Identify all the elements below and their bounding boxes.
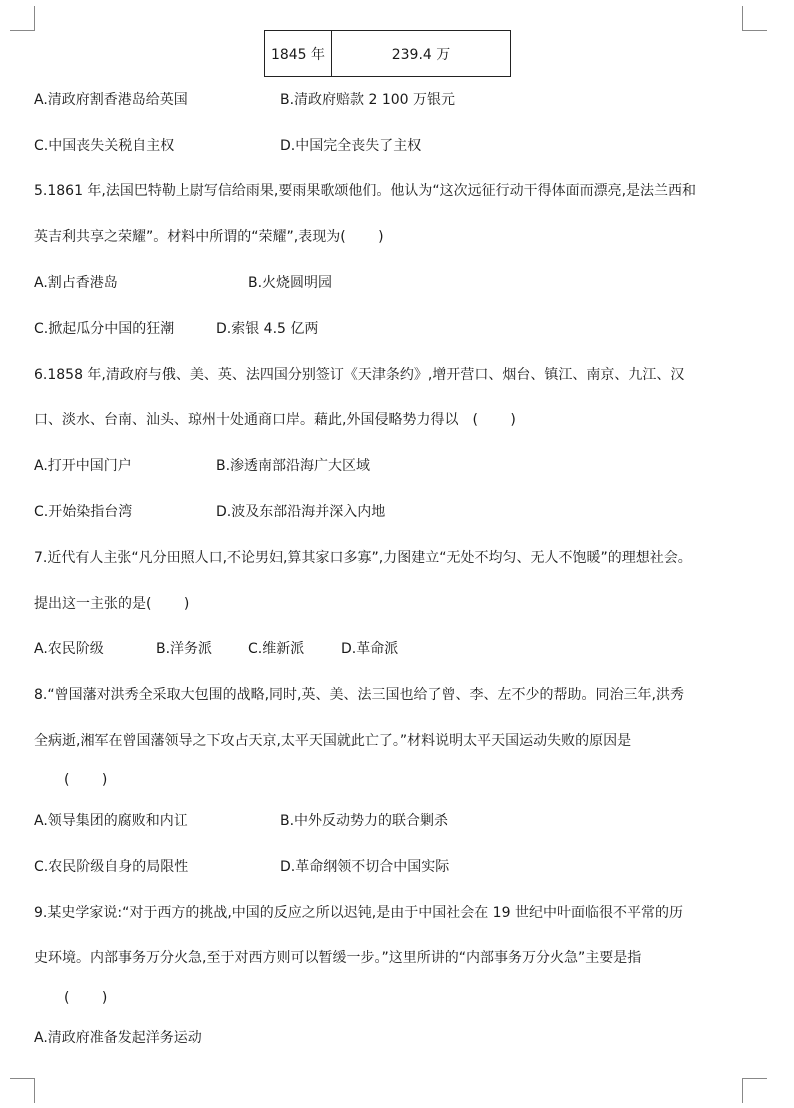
- crop-mark-bottom-right: [742, 1078, 767, 1103]
- q5-option-a: A.割占香港岛: [34, 275, 118, 291]
- crop-mark-top-left: [10, 6, 35, 31]
- q4-option-b: B.清政府赔款 2 100 万银元: [280, 92, 456, 108]
- q9-answer-bracket: ( ): [64, 990, 108, 1006]
- q8-answer-bracket: ( ): [64, 772, 108, 788]
- q6-stem-line-2: 口、淡水、台南、汕头、琼州十处通商口岸。藉此,外国侵略势力得以 ( ): [34, 412, 516, 428]
- q8-option-b: B.中外反动势力的联合剿杀: [280, 813, 449, 829]
- q7-stem-line-2: 提出这一主张的是( ): [34, 596, 190, 612]
- q6-stem-line-1: 6.1858 年,清政府与俄、美、英、法四国分别签订《天津条约》,增开营口、烟台、镇江、南京、九江、汉: [34, 367, 685, 383]
- q7-stem-line-1: 7.近代有人主张“凡分田照人口,不论男妇,算其家口多寡”,力图建立“无处不均匀、无人不饱暖”的理想社会。: [34, 550, 692, 566]
- q5-stem-line-1: 5.1861 年,法国巴特勒上尉写信给雨果,要雨果歌颂他们。他认为“这次远征行动干得体面而漂亮,是法兰西和: [34, 183, 697, 199]
- q4-option-c: C.中国丧失关税自主权: [34, 138, 175, 154]
- q6-option-c: C.开始染指台湾: [34, 504, 133, 520]
- q4-option-a: A.清政府割香港岛给英国: [34, 92, 188, 108]
- q7-option-b: B.洋务派: [156, 641, 213, 657]
- q8-option-d: D.革命纲领不切合中国实际: [280, 859, 450, 875]
- q6-option-d: D.波及东部沿海并深入内地: [216, 504, 386, 520]
- q8-option-c: C.农民阶级自身的局限性: [34, 859, 189, 875]
- table-row: [265, 31, 511, 77]
- q7-option-d: D.革命派: [341, 641, 399, 657]
- population-table: [264, 30, 511, 77]
- q9-stem-line-2: 史环境。内部事务万分火急,至于对西方则可以暂缓一步。”这里所讲的“内部事务万分火急”主要是指: [34, 950, 642, 966]
- q9-option-a: A.清政府准备发起洋务运动: [34, 1030, 202, 1046]
- q5-option-b: B.火烧圆明园: [248, 275, 333, 291]
- q5-stem-line-2: 英吉利共享之荣耀”。材料中所谓的“荣耀”,表现为( ): [34, 229, 384, 245]
- table-cell-year: 1845 年: [265, 31, 332, 77]
- q4-option-d: D.中国完全丧失了主权: [280, 138, 422, 154]
- table-cell-value: 239.4 万: [332, 31, 511, 77]
- q6-option-b: B.渗透南部沿海广大区域: [216, 458, 371, 474]
- q5-option-c: C.掀起瓜分中国的狂潮: [34, 321, 175, 337]
- q8-stem-line-2: 全病逝,湘军在曾国藩领导之下攻占天京,太平天国就此亡了。”材料说明太平天国运动失败的原因是: [34, 733, 632, 749]
- q9-stem-line-1: 9.某史学家说:“对于西方的挑战,中国的反应之所以迟钝,是由于中国社会在 19 世纪中叶面临很不平常的历: [34, 905, 683, 921]
- q8-option-a: A.领导集团的腐败和内讧: [34, 813, 188, 829]
- q6-option-a: A.打开中国门户: [34, 458, 132, 474]
- q5-option-d: D.索银 4.5 亿两: [216, 321, 319, 337]
- crop-mark-top-right: [742, 6, 767, 31]
- q7-option-a: A.农民阶级: [34, 641, 104, 657]
- crop-mark-bottom-left: [10, 1078, 35, 1103]
- q7-option-c: C.维新派: [248, 641, 305, 657]
- q8-stem-line-1: 8.“曾国藩对洪秀全采取大包围的战略,同时,英、美、法三国也给了曾、李、左不少的帮助。同治三年,洪秀: [34, 687, 684, 703]
